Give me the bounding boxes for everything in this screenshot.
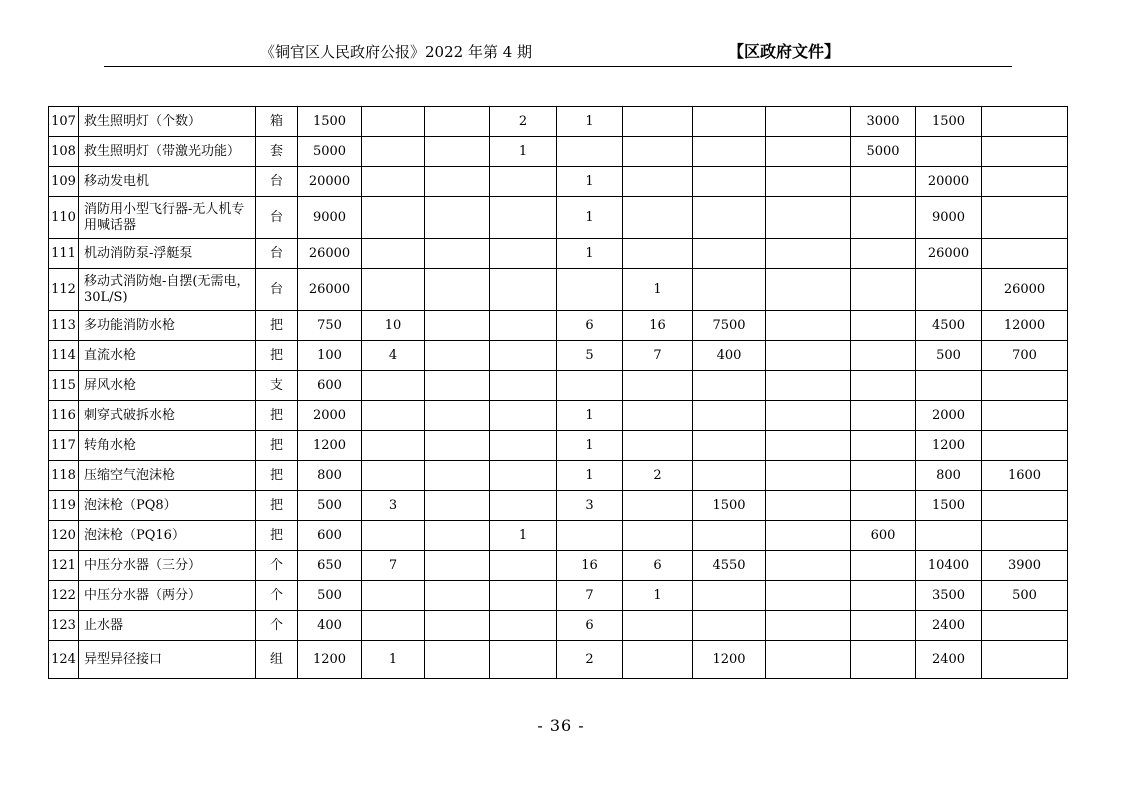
item-unit: 把	[256, 431, 298, 461]
row-number: 121	[49, 551, 79, 581]
table-row	[49, 431, 1068, 461]
value-cell-c3	[425, 137, 490, 167]
value-cell-c5: 1	[557, 431, 623, 461]
value-cell-c2	[362, 401, 425, 431]
value-cell-c9: 3000	[851, 107, 916, 137]
item-unit: 个	[256, 611, 298, 641]
value-cell-c7: 400	[693, 341, 766, 371]
table-row	[49, 197, 1068, 239]
value-cell-c1: 600	[298, 521, 362, 551]
table-row	[49, 371, 1068, 401]
value-cell-c7: 1200	[693, 641, 766, 679]
value-cell-c8	[766, 239, 851, 269]
table-row	[49, 269, 1068, 311]
value-cell-c5: 1	[557, 401, 623, 431]
value-cell-c9	[851, 239, 916, 269]
value-cell-c9	[851, 269, 916, 311]
value-cell-c6	[623, 491, 693, 521]
value-cell-c10: 2400	[916, 611, 982, 641]
table-row	[49, 107, 1068, 137]
value-cell-c10: 9000	[916, 197, 982, 239]
item-unit: 台	[256, 167, 298, 197]
value-cell-c10: 10400	[916, 551, 982, 581]
value-cell-c8	[766, 371, 851, 401]
value-cell-c9	[851, 401, 916, 431]
value-cell-c11	[982, 167, 1068, 197]
value-cell-c6	[623, 521, 693, 551]
row-number: 117	[49, 431, 79, 461]
value-cell-c2	[362, 581, 425, 611]
row-number: 110	[49, 197, 79, 239]
value-cell-c9	[851, 311, 916, 341]
value-cell-c8	[766, 197, 851, 239]
value-cell-c6: 1	[623, 269, 693, 311]
value-cell-c1: 500	[298, 581, 362, 611]
value-cell-c5: 1	[557, 197, 623, 239]
value-cell-c4: 1	[490, 521, 557, 551]
value-cell-c11: 12000	[982, 311, 1068, 341]
item-unit: 台	[256, 197, 298, 239]
value-cell-c5: 1	[557, 107, 623, 137]
item-unit: 个	[256, 551, 298, 581]
value-cell-c10: 500	[916, 341, 982, 371]
table-row	[49, 311, 1068, 341]
item-name: 异型异径接口	[79, 641, 256, 679]
value-cell-c1: 650	[298, 551, 362, 581]
table-row	[49, 611, 1068, 641]
value-cell-c1: 20000	[298, 167, 362, 197]
value-cell-c11	[982, 371, 1068, 401]
value-cell-c10	[916, 371, 982, 401]
table-row	[49, 137, 1068, 167]
value-cell-c9	[851, 461, 916, 491]
row-number: 119	[49, 491, 79, 521]
value-cell-c9	[851, 581, 916, 611]
value-cell-c3	[425, 491, 490, 521]
table-row	[49, 461, 1068, 491]
value-cell-c2	[362, 611, 425, 641]
value-cell-c7	[693, 401, 766, 431]
value-cell-c7: 1500	[693, 491, 766, 521]
item-name: 屏风水枪	[79, 371, 256, 401]
item-name: 转角水枪	[79, 431, 256, 461]
value-cell-c6: 7	[623, 341, 693, 371]
value-cell-c3	[425, 239, 490, 269]
value-cell-c4	[490, 641, 557, 679]
value-cell-c4: 2	[490, 107, 557, 137]
value-cell-c2	[362, 461, 425, 491]
value-cell-c9	[851, 167, 916, 197]
value-cell-c1: 1500	[298, 107, 362, 137]
item-name: 泡沫枪（PQ16）	[79, 521, 256, 551]
item-name: 移动发电机	[79, 167, 256, 197]
value-cell-c1: 26000	[298, 239, 362, 269]
item-unit: 把	[256, 341, 298, 371]
value-cell-c4	[490, 269, 557, 311]
item-unit: 箱	[256, 107, 298, 137]
item-name: 移动式消防炮-自摆(无需电，30L/S)	[79, 269, 256, 311]
table-row	[49, 401, 1068, 431]
value-cell-c8	[766, 341, 851, 371]
value-cell-c6: 6	[623, 551, 693, 581]
value-cell-c4	[490, 401, 557, 431]
value-cell-c4	[490, 431, 557, 461]
value-cell-c3	[425, 107, 490, 137]
value-cell-c3	[425, 167, 490, 197]
value-cell-c10: 20000	[916, 167, 982, 197]
value-cell-c2	[362, 137, 425, 167]
value-cell-c3	[425, 461, 490, 491]
value-cell-c10: 2400	[916, 641, 982, 679]
value-cell-c11	[982, 611, 1068, 641]
item-name: 消防用小型飞行器-无人机专用喊话器	[79, 197, 256, 239]
value-cell-c11: 26000	[982, 269, 1068, 311]
bulletin-title: 《铜官区人民政府公报》2022 年第 4 期	[260, 43, 533, 61]
value-cell-c7: 7500	[693, 311, 766, 341]
value-cell-c6: 2	[623, 461, 693, 491]
value-cell-c2: 1	[362, 641, 425, 679]
item-name: 刺穿式破拆水枪	[79, 401, 256, 431]
row-number: 111	[49, 239, 79, 269]
value-cell-c9	[851, 491, 916, 521]
value-cell-c11	[982, 239, 1068, 269]
row-number: 116	[49, 401, 79, 431]
table-row	[49, 491, 1068, 521]
item-name: 机动消防泵-浮艇泵	[79, 239, 256, 269]
item-unit: 把	[256, 521, 298, 551]
value-cell-c3	[425, 611, 490, 641]
table-row	[49, 239, 1068, 269]
value-cell-c10: 1200	[916, 431, 982, 461]
value-cell-c8	[766, 431, 851, 461]
value-cell-c9	[851, 551, 916, 581]
page-number: - 36 -	[537, 716, 585, 735]
item-name: 救生照明灯（个数）	[79, 107, 256, 137]
value-cell-c5	[557, 137, 623, 167]
value-cell-c11	[982, 491, 1068, 521]
table-row	[49, 641, 1068, 679]
value-cell-c1: 100	[298, 341, 362, 371]
value-cell-c5: 2	[557, 641, 623, 679]
value-cell-c4	[490, 371, 557, 401]
item-name: 中压分水器（三分）	[79, 551, 256, 581]
value-cell-c5: 6	[557, 611, 623, 641]
row-number: 118	[49, 461, 79, 491]
item-name: 直流水枪	[79, 341, 256, 371]
row-number: 120	[49, 521, 79, 551]
table-row	[49, 521, 1068, 551]
value-cell-c11	[982, 521, 1068, 551]
value-cell-c1: 26000	[298, 269, 362, 311]
value-cell-c6	[623, 401, 693, 431]
item-name: 止水器	[79, 611, 256, 641]
row-number: 113	[49, 311, 79, 341]
value-cell-c6	[623, 239, 693, 269]
value-cell-c3	[425, 581, 490, 611]
row-number: 112	[49, 269, 79, 311]
value-cell-c10	[916, 521, 982, 551]
value-cell-c6	[623, 197, 693, 239]
value-cell-c7: 4550	[693, 551, 766, 581]
value-cell-c9	[851, 431, 916, 461]
value-cell-c10: 1500	[916, 491, 982, 521]
value-cell-c7	[693, 461, 766, 491]
value-cell-c5: 6	[557, 311, 623, 341]
value-cell-c11	[982, 641, 1068, 679]
value-cell-c9	[851, 371, 916, 401]
value-cell-c5	[557, 371, 623, 401]
value-cell-c9	[851, 197, 916, 239]
value-cell-c11	[982, 107, 1068, 137]
item-name: 压缩空气泡沫枪	[79, 461, 256, 491]
value-cell-c2: 10	[362, 311, 425, 341]
value-cell-c8	[766, 311, 851, 341]
value-cell-c7	[693, 137, 766, 167]
value-cell-c10: 800	[916, 461, 982, 491]
table-row	[49, 341, 1068, 371]
value-cell-c1: 5000	[298, 137, 362, 167]
value-cell-c4	[490, 551, 557, 581]
value-cell-c3	[425, 431, 490, 461]
value-cell-c10: 1500	[916, 107, 982, 137]
value-cell-c11	[982, 137, 1068, 167]
value-cell-c6	[623, 167, 693, 197]
table-row	[49, 551, 1068, 581]
value-cell-c6	[623, 611, 693, 641]
value-cell-c1: 400	[298, 611, 362, 641]
value-cell-c8	[766, 641, 851, 679]
value-cell-c3	[425, 521, 490, 551]
value-cell-c7	[693, 581, 766, 611]
value-cell-c11: 3900	[982, 551, 1068, 581]
value-cell-c2	[362, 521, 425, 551]
item-unit: 把	[256, 401, 298, 431]
value-cell-c4	[490, 167, 557, 197]
row-number: 123	[49, 611, 79, 641]
value-cell-c5	[557, 269, 623, 311]
value-cell-c5: 1	[557, 167, 623, 197]
value-cell-c8	[766, 461, 851, 491]
value-cell-c2	[362, 431, 425, 461]
value-cell-c7	[693, 371, 766, 401]
value-cell-c5: 1	[557, 239, 623, 269]
row-number: 124	[49, 641, 79, 679]
value-cell-c11	[982, 197, 1068, 239]
value-cell-c10: 2000	[916, 401, 982, 431]
value-cell-c8	[766, 269, 851, 311]
item-name: 多功能消防水枪	[79, 311, 256, 341]
section-label: 【区政府文件】	[728, 42, 841, 61]
item-unit: 台	[256, 269, 298, 311]
row-number: 115	[49, 371, 79, 401]
value-cell-c11	[982, 431, 1068, 461]
value-cell-c4	[490, 197, 557, 239]
row-number: 122	[49, 581, 79, 611]
value-cell-c8	[766, 167, 851, 197]
value-cell-c1: 1200	[298, 641, 362, 679]
value-cell-c10: 26000	[916, 239, 982, 269]
value-cell-c1: 9000	[298, 197, 362, 239]
value-cell-c6: 1	[623, 581, 693, 611]
item-unit: 把	[256, 491, 298, 521]
value-cell-c6: 16	[623, 311, 693, 341]
value-cell-c8	[766, 611, 851, 641]
value-cell-c8	[766, 137, 851, 167]
value-cell-c4	[490, 611, 557, 641]
value-cell-c11	[982, 401, 1068, 431]
item-unit: 把	[256, 461, 298, 491]
value-cell-c10	[916, 137, 982, 167]
value-cell-c4	[490, 581, 557, 611]
value-cell-c8	[766, 581, 851, 611]
value-cell-c4: 1	[490, 137, 557, 167]
value-cell-c11: 700	[982, 341, 1068, 371]
value-cell-c7	[693, 269, 766, 311]
value-cell-c3	[425, 311, 490, 341]
value-cell-c4	[490, 341, 557, 371]
value-cell-c5: 16	[557, 551, 623, 581]
value-cell-c6	[623, 431, 693, 461]
value-cell-c2	[362, 167, 425, 197]
value-cell-c2	[362, 239, 425, 269]
value-cell-c9	[851, 341, 916, 371]
value-cell-c7	[693, 167, 766, 197]
value-cell-c8	[766, 401, 851, 431]
value-cell-c7	[693, 611, 766, 641]
equipment-table	[48, 106, 1068, 679]
value-cell-c6	[623, 107, 693, 137]
value-cell-c1: 750	[298, 311, 362, 341]
table-body	[49, 107, 1068, 679]
value-cell-c7	[693, 239, 766, 269]
value-cell-c2	[362, 371, 425, 401]
value-cell-c7	[693, 107, 766, 137]
value-cell-c8	[766, 521, 851, 551]
value-cell-c4	[490, 461, 557, 491]
value-cell-c3	[425, 269, 490, 311]
value-cell-c9	[851, 611, 916, 641]
value-cell-c10: 3500	[916, 581, 982, 611]
item-unit: 个	[256, 581, 298, 611]
value-cell-c6	[623, 137, 693, 167]
value-cell-c10	[916, 269, 982, 311]
value-cell-c9	[851, 641, 916, 679]
item-unit: 台	[256, 239, 298, 269]
value-cell-c9: 600	[851, 521, 916, 551]
table-row	[49, 581, 1068, 611]
value-cell-c4	[490, 491, 557, 521]
value-cell-c5: 1	[557, 461, 623, 491]
item-unit: 套	[256, 137, 298, 167]
value-cell-c4	[490, 311, 557, 341]
item-unit: 把	[256, 311, 298, 341]
item-name: 泡沫枪（PQ8）	[79, 491, 256, 521]
value-cell-c5	[557, 521, 623, 551]
value-cell-c2: 4	[362, 341, 425, 371]
value-cell-c7	[693, 197, 766, 239]
value-cell-c5: 5	[557, 341, 623, 371]
value-cell-c2	[362, 107, 425, 137]
value-cell-c7	[693, 521, 766, 551]
row-number: 108	[49, 137, 79, 167]
value-cell-c7	[693, 431, 766, 461]
value-cell-c3	[425, 401, 490, 431]
table-row	[49, 167, 1068, 197]
value-cell-c8	[766, 491, 851, 521]
value-cell-c1: 1200	[298, 431, 362, 461]
value-cell-c6	[623, 371, 693, 401]
value-cell-c4	[490, 239, 557, 269]
value-cell-c1: 2000	[298, 401, 362, 431]
row-number: 109	[49, 167, 79, 197]
value-cell-c3	[425, 371, 490, 401]
item-unit: 组	[256, 641, 298, 679]
value-cell-c2	[362, 197, 425, 239]
row-number: 107	[49, 107, 79, 137]
value-cell-c2: 3	[362, 491, 425, 521]
item-unit: 支	[256, 371, 298, 401]
value-cell-c3	[425, 641, 490, 679]
item-name: 救生照明灯（带激光功能）	[79, 137, 256, 167]
value-cell-c1: 600	[298, 371, 362, 401]
value-cell-c8	[766, 551, 851, 581]
value-cell-c11: 500	[982, 581, 1068, 611]
value-cell-c11: 1600	[982, 461, 1068, 491]
value-cell-c3	[425, 341, 490, 371]
value-cell-c6	[623, 641, 693, 679]
value-cell-c1: 800	[298, 461, 362, 491]
value-cell-c8	[766, 107, 851, 137]
value-cell-c3	[425, 197, 490, 239]
value-cell-c9: 5000	[851, 137, 916, 167]
value-cell-c2: 7	[362, 551, 425, 581]
value-cell-c10: 4500	[916, 311, 982, 341]
value-cell-c3	[425, 551, 490, 581]
header-divider	[104, 66, 1012, 67]
item-name: 中压分水器（两分）	[79, 581, 256, 611]
value-cell-c5: 3	[557, 491, 623, 521]
value-cell-c2	[362, 269, 425, 311]
value-cell-c1: 500	[298, 491, 362, 521]
row-number: 114	[49, 341, 79, 371]
value-cell-c5: 7	[557, 581, 623, 611]
